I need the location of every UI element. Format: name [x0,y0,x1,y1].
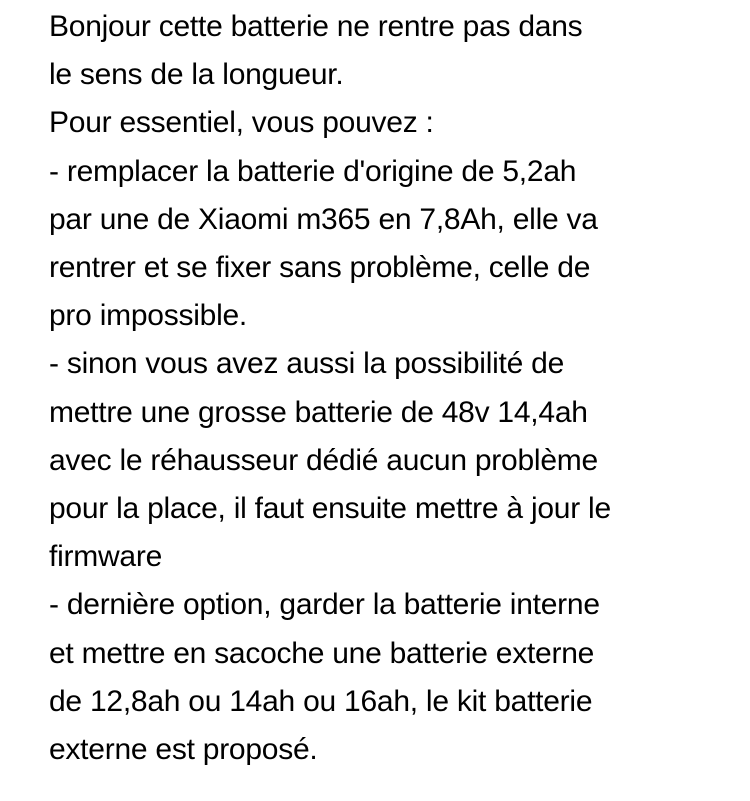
message-line: pour la place, il faut ensuite mettre à jour le [49,492,611,526]
message-line: firmware [49,540,163,574]
message-line: rentrer et se fixer sans problème, celle de [49,251,591,285]
message-body [49,3,729,774]
message-line: - remplacer la batterie d'origine de 5,2ah [49,154,577,188]
message-line: et mettre en sacoche une batterie externe [49,636,595,670]
message-line: externe est proposé. [49,733,318,767]
message-line: - dernière option, garder la batterie interne [49,588,600,622]
message-line: de 12,8ah ou 14ah ou 16ah, le kit batterie [49,684,593,718]
message-line: - sinon vous avez aussi la possibilité de [49,347,565,381]
message-line: Pour essentiel, vous pouvez : [49,106,434,140]
message-line: pro impossible. [49,299,248,333]
message-line: par une de Xiaomi m365 en 7,8Ah, elle va [49,202,598,236]
message-line: avec le réhausseur dédié aucun problème [49,443,598,477]
message-line: mettre une grosse batterie de 48v 14,4ah [49,395,588,429]
message-line: le sens de la longueur. [49,58,344,92]
message-line: Bonjour cette batterie ne rentre pas dans [49,10,583,43]
